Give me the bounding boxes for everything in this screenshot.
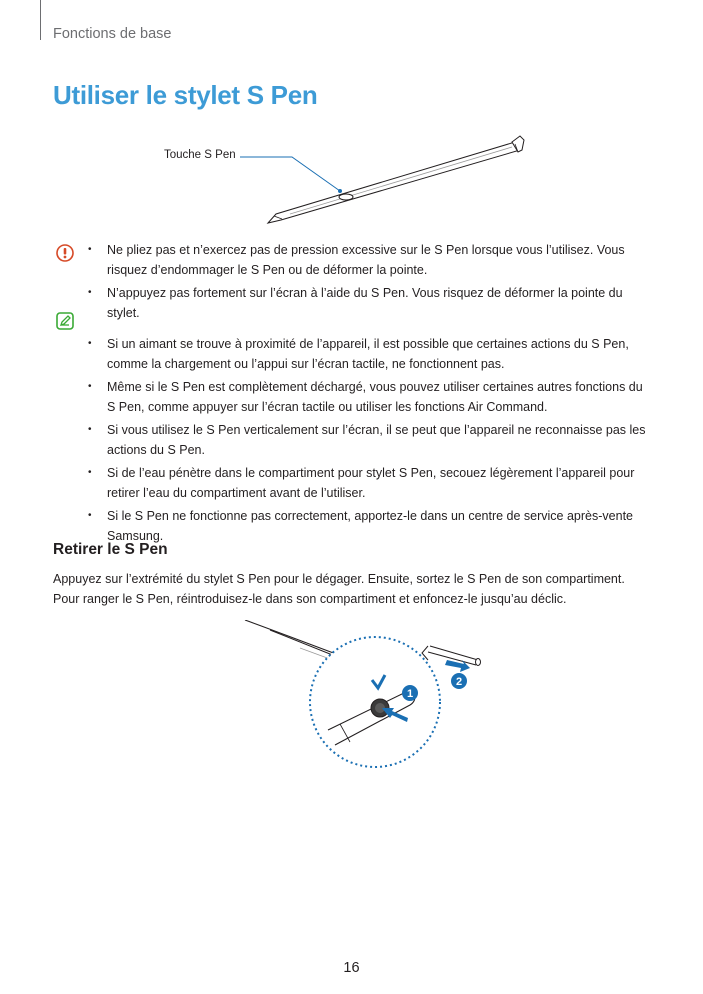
section-heading: Retirer le S Pen <box>53 541 168 558</box>
step-1-number: 1 <box>406 688 414 700</box>
caution-exclamation-icon <box>56 244 74 262</box>
note-item: • Si le S Pen ne fonctionne pas correctement, apportez-le dans un centre de service après-vente Samsung. <box>88 506 648 546</box>
section-paragraph: Appuyez sur l’extrémité du stylet S Pen pour le dégager. Ensuite, sortez le S Pen de son compartiment. Pour ranger le S Pen, réintroduisez-le dans son compartiment et enfoncez-le jusqu’au déclic. <box>53 572 625 606</box>
page-number: 16 <box>343 960 360 976</box>
margin-rule <box>40 0 41 40</box>
section-label: Fonctions de base <box>53 26 172 42</box>
s-pen-button <box>339 194 353 200</box>
step-2-number: 2 <box>455 676 463 688</box>
caution-item: • Ne pliez pas et n’exercez pas de pression excessive sur le S Pen lorsque vous l’utilisez. Vous risquez d’endommager le S Pen ou de déformer la pointe. <box>88 240 648 280</box>
s-pen-removal-illustration <box>240 620 490 770</box>
note-item: • Même si le S Pen est complètement déchargé, vous pouvez utiliser certaines autres fonctions du S Pen, comme appuyer sur l’écran tactile ou utiliser les fonctions Air Command. <box>88 377 648 417</box>
notice-bullet-list <box>88 240 648 546</box>
callout-leader-line <box>240 157 340 191</box>
note-item: • Si un aimant se trouve à proximité de l’appareil, il est possible que certaines actions du S Pen, comme la chargement ou l’appui sur l’écran tactile, ne fonctionnent pas. <box>88 334 648 374</box>
pull-direction-arrow <box>445 660 470 672</box>
note-item: • Si vous utilisez le S Pen verticalement sur l’écran, il se peut que l’appareil ne reconnaisse pas les actions du S Pen. <box>88 420 648 460</box>
callout-dot <box>338 189 342 193</box>
note-item: • Si de l’eau pénètre dans le compartiment pour stylet S Pen, secouez légèrement l’appareil pour retirer l’eau du compartiment avant de l’utiliser. <box>88 463 648 503</box>
caution-item: • N’appuyez pas fortement sur l’écran à l’aide du S Pen. Vous risquez de déformer la pointe du stylet. <box>88 283 648 323</box>
s-pen-button-label: Touche S Pen <box>164 149 236 161</box>
s-pen-illustration <box>150 130 550 230</box>
s-pen-body <box>268 136 524 223</box>
note-pen-icon <box>56 312 74 330</box>
page-title: Utiliser le stylet S Pen <box>53 80 318 110</box>
